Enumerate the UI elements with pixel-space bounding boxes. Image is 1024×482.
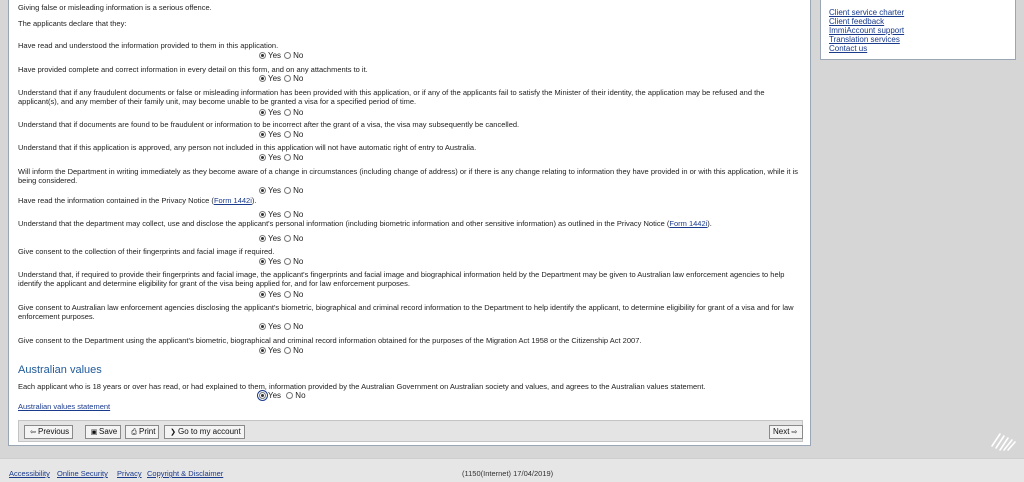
- no-label: No: [293, 74, 304, 83]
- yes-radio[interactable]: [259, 211, 266, 218]
- australian-values-statement-link[interactable]: Australian values statement: [18, 402, 111, 411]
- question-text: Understand that the department may collect, use and disclose the applicant's personal information (including biometric information and other sensitive information) as outlined in the Privacy Notice (: [18, 219, 670, 228]
- yes-label: Yes: [268, 210, 282, 219]
- declaration-question: [18, 196, 803, 205]
- no-label: No: [293, 130, 304, 139]
- yes-radio[interactable]: [259, 131, 266, 138]
- declaration-question: [18, 120, 803, 129]
- yes-radio[interactable]: [259, 187, 266, 194]
- question-text: Have read and understood the information provided to them in this application.: [18, 41, 279, 50]
- yes-no-radio-group: [259, 108, 306, 117]
- arrow-left-icon: ⇦: [30, 429, 36, 436]
- no-radio[interactable]: [284, 75, 291, 82]
- yes-no-radio-group: [259, 210, 306, 219]
- yes-label: Yes: [268, 51, 282, 60]
- no-label: No: [293, 346, 304, 355]
- yes-no-radio-group: [259, 153, 306, 162]
- previous-button[interactable]: ⇦ Previous: [24, 425, 73, 439]
- question-text: Give consent to Australian law enforcement agencies disclosing the applicant's biometric, biographical and criminal record information to the Department to help identify the applicant, to determine eligibility for grant of a visa and for law enforcement purposes.: [18, 303, 794, 321]
- declaration-question: [18, 41, 803, 50]
- warning-text: Giving false or misleading information is a serious offence.: [18, 3, 212, 12]
- question-text-end: ).: [251, 196, 257, 205]
- declaration-question: [18, 219, 803, 228]
- australian-values-yes-radio[interactable]: [259, 392, 266, 399]
- question-text-end: ).: [707, 219, 712, 228]
- yes-label: Yes: [268, 130, 282, 139]
- no-label: No: [293, 108, 304, 117]
- declaration-question: [18, 247, 803, 256]
- no-label: No: [293, 290, 304, 299]
- yes-label: Yes: [268, 290, 282, 299]
- floppy-disk-icon: ▣: [90, 429, 98, 436]
- declaration-question: [18, 270, 803, 288]
- declaration-question: [18, 336, 803, 345]
- no-radio[interactable]: [284, 52, 291, 59]
- navigation-bar: [18, 420, 803, 442]
- yes-label: Yes: [268, 74, 282, 83]
- footer-link[interactable]: Privacy: [117, 469, 142, 478]
- no-radio[interactable]: [284, 211, 291, 218]
- yes-label: Yes: [268, 153, 282, 162]
- yes-label: Yes: [268, 322, 282, 331]
- no-radio[interactable]: [284, 154, 291, 161]
- sidebar-link[interactable]: Contact us: [829, 44, 868, 53]
- print-button[interactable]: ⎙ Print: [125, 425, 159, 439]
- no-radio[interactable]: [284, 131, 291, 138]
- no-label: No: [293, 322, 304, 331]
- no-label: No: [295, 391, 306, 400]
- no-radio[interactable]: [284, 187, 291, 194]
- yes-radio[interactable]: [259, 109, 266, 116]
- yes-radio[interactable]: [259, 154, 266, 161]
- australian-values-radio-group: [259, 391, 309, 400]
- question-text: Will inform the Department in writing immediately as they become aware of a change in circumstances (including change of address) or if there is any change relating to information they have provided in or with this application, while it is being considered.: [18, 167, 798, 185]
- no-label: No: [293, 186, 304, 195]
- yes-label: Yes: [268, 257, 282, 266]
- australian-values-title: Australian values: [18, 364, 102, 376]
- privacy-notice-link[interactable]: Form 1442i: [213, 196, 252, 205]
- declare-heading: The applicants declare that they:: [18, 19, 127, 28]
- question-text: Have provided complete and correct information in every detail on this form, and on any attachments to it.: [18, 65, 368, 74]
- question-text: Understand that if any fraudulent documents or false or misleading information has been provided with this application, or if any of the applicants fail to satisfy the Minister of their identity, the application may be refused and the applicant(s), and any member of their family unit, may become unable to be granted a visa for a specified period of time.: [18, 88, 765, 106]
- yes-no-radio-group: [259, 74, 306, 83]
- footer-link[interactable]: Copyright & Disclaimer: [147, 469, 224, 478]
- declaration-question: [18, 303, 803, 321]
- yes-radio[interactable]: [259, 291, 266, 298]
- question-text: Understand that if this application is approved, any person not included in this application will not have automatic right of entry to Australia.: [18, 143, 477, 152]
- yes-no-radio-group: [259, 346, 306, 355]
- footer-link[interactable]: Accessibility: [9, 469, 50, 478]
- yes-label: Yes: [268, 346, 282, 355]
- no-radio[interactable]: [284, 323, 291, 330]
- declaration-question: [18, 88, 803, 106]
- australian-values-no-radio[interactable]: [286, 392, 293, 399]
- save-button[interactable]: ▣ Save: [85, 425, 121, 439]
- government-logo-icon: [988, 424, 1018, 454]
- no-label: No: [293, 210, 304, 219]
- yes-no-radio-group: [259, 290, 306, 299]
- sidebar-link[interactable]: Client service charter: [829, 8, 905, 17]
- yes-radio[interactable]: [259, 347, 266, 354]
- sidebar-links: [820, 0, 1016, 60]
- question-text: Understand that, if required to provide their fingerprints and facial image, the applicant's fingerprints and facial image and biographical information held by the Department may be given to Australian law enforcement agencies to help identify the applicant and determine eligibility for grant of the visa being applied for, and for law enforcement purposes.: [18, 270, 785, 288]
- yes-label: Yes: [268, 108, 282, 117]
- sidebar-link[interactable]: Client feedback: [829, 17, 885, 26]
- australian-values-text: Each applicant who is 18 years or over has read, or had explained to them, information provided by the Australian Government on Australian society and values, and agrees to the Australian values statement.: [18, 382, 706, 391]
- yes-radio[interactable]: [259, 258, 266, 265]
- question-text: Give consent to the collection of their fingerprints and facial image if required.: [18, 247, 275, 256]
- question-text: Understand that if documents are found to be fraudulent or information to be incorrect after the grant of a visa, the visa may subsequently be cancelled.: [18, 120, 520, 129]
- page-footer: [0, 458, 1024, 482]
- no-radio[interactable]: [284, 109, 291, 116]
- printer-icon: ⎙: [131, 429, 137, 436]
- chevron-right-icon: ❯: [170, 429, 176, 436]
- yes-no-radio-group: [259, 51, 306, 60]
- no-radio[interactable]: [284, 235, 291, 242]
- no-label: No: [293, 51, 304, 60]
- yes-no-radio-group: [259, 257, 306, 266]
- yes-radio[interactable]: [259, 75, 266, 82]
- yes-radio[interactable]: [259, 52, 266, 59]
- footer-link[interactable]: Online Security: [57, 469, 108, 478]
- no-label: No: [293, 234, 304, 243]
- declaration-question: [18, 143, 803, 152]
- no-radio[interactable]: [284, 347, 291, 354]
- declaration-question: [18, 167, 803, 185]
- no-label: No: [293, 257, 304, 266]
- yes-radio[interactable]: [259, 235, 266, 242]
- yes-label: Yes: [268, 391, 282, 400]
- sidebar-link[interactable]: Translation services: [829, 35, 900, 44]
- yes-no-radio-group: [259, 186, 306, 195]
- declaration-question: [18, 65, 803, 74]
- application-form-panel: [8, 0, 811, 446]
- yes-label: Yes: [268, 186, 282, 195]
- question-text: Have read the information contained in the Privacy Notice (: [18, 196, 214, 205]
- yes-radio[interactable]: [259, 323, 266, 330]
- no-label: No: [293, 153, 304, 162]
- yes-label: Yes: [268, 234, 282, 243]
- no-radio[interactable]: [284, 258, 291, 265]
- sidebar-link[interactable]: ImmiAccount support: [829, 26, 905, 35]
- next-button[interactable]: Next ⇨: [769, 425, 803, 439]
- question-text: Give consent to the Department using the applicant's biometric, biographical and criminal record information obtained for the purposes of the Migration Act 1958 or the Citizenship Act 2007.: [18, 336, 642, 345]
- no-radio[interactable]: [284, 291, 291, 298]
- privacy-notice-link[interactable]: Form 1442i: [669, 219, 708, 228]
- yes-no-radio-group: [259, 322, 306, 331]
- yes-no-radio-group: [259, 234, 306, 243]
- version-text: (1150(Internet) 17/04/2019): [462, 469, 554, 478]
- arrow-right-icon: ⇨: [791, 429, 798, 436]
- go-to-my-account-button[interactable]: ❯ Go to my account: [164, 425, 245, 439]
- yes-no-radio-group: [259, 130, 306, 139]
